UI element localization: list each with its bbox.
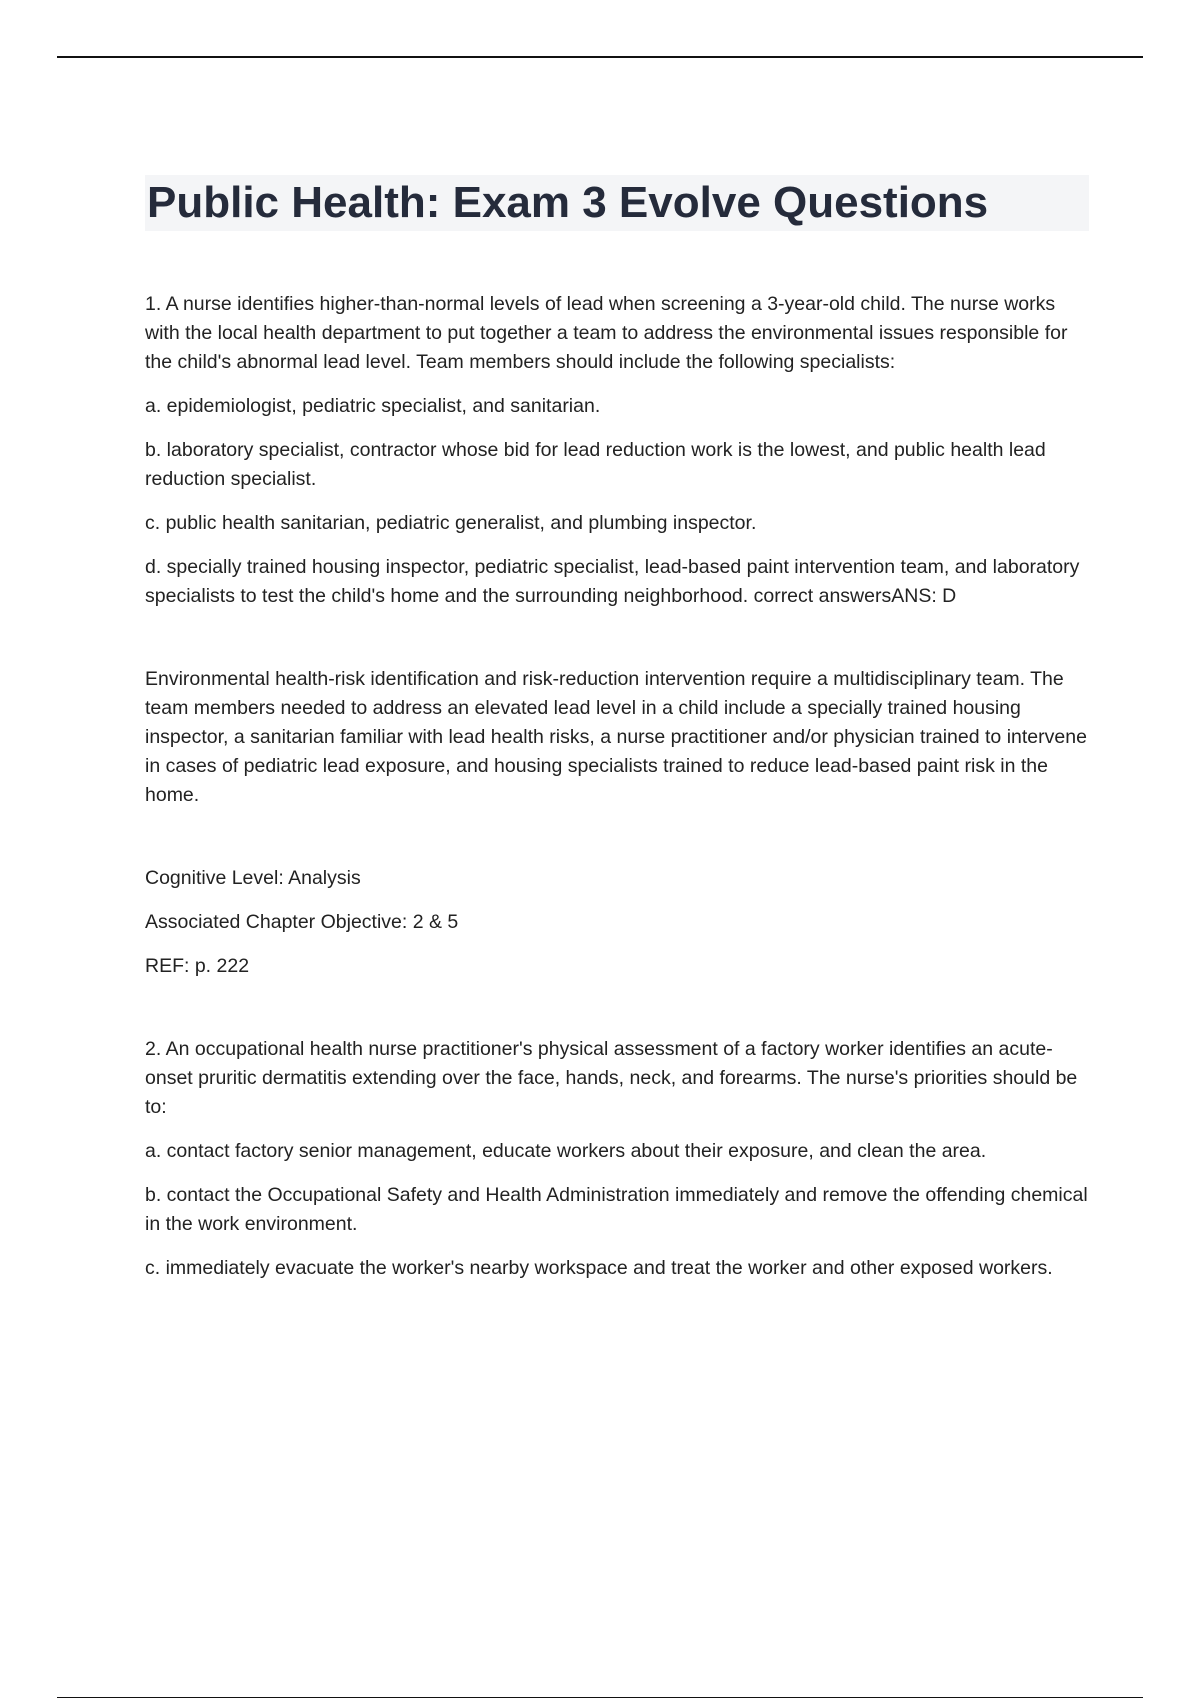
top-rule — [57, 56, 1143, 58]
question-2 — [145, 1035, 1095, 1283]
bottom-rule — [57, 1697, 1143, 1698]
question-1-option-c: c. public health sanitarian, pediatric generalist, and plumbing inspector. — [145, 512, 757, 534]
question-1 — [145, 290, 1095, 981]
question-1-ref: REF: p. 222 — [145, 955, 250, 977]
question-1-option-d: d. specially trained housing inspector, pediatric specialist, lead-based paint intervention team, and laboratory specialists to test the child's home and the surrounding neighborhood. correct answersANS: D — [145, 556, 1080, 607]
question-1-stem: 1. A nurse identifies higher-than-normal levels of lead when screening a 3-year-old child. The nurse works with the local health department to put together a team to address the environmental issues responsible for the child's abnormal lead level. Team members should include the following specialists: — [145, 293, 1068, 373]
document-body — [145, 290, 1095, 1283]
question-2-option-c: c. immediately evacuate the worker's nearby workspace and treat the worker and other exposed workers. — [145, 1257, 1053, 1279]
document-title: Public Health: Exam 3 Evolve Questions — [145, 175, 1089, 231]
question-1-option-b: b. laboratory specialist, contractor whose bid for lead reduction work is the lowest, and public health lead reduction specialist. — [145, 439, 1046, 490]
question-1-chapter-objective: Associated Chapter Objective: 2 & 5 — [145, 911, 459, 933]
question-2-stem: 2. An occupational health nurse practitioner's physical assessment of a factory worker identifies an acute-onset pruritic dermatitis extending over the face, hands, neck, and forearms. The nurse's priorities should be to: — [145, 1038, 1078, 1118]
question-1-option-a: a. epidemiologist, pediatric specialist, and sanitarian. — [145, 395, 601, 417]
question-1-cognitive-level: Cognitive Level: Analysis — [145, 867, 361, 889]
question-2-option-a: a. contact factory senior management, educate workers about their exposure, and clean the area. — [145, 1140, 987, 1162]
question-2-option-b: b. contact the Occupational Safety and Health Administration immediately and remove the offending chemical in the work environment. — [145, 1184, 1088, 1235]
question-1-rationale: Environmental health-risk identification and risk-reduction intervention require a multidisciplinary team. The team members needed to address an elevated lead level in a child include a specially trained housing inspector, a sanitarian familiar with lead health risks, a nurse practitioner and/or physician trained to intervene in cases of pediatric lead exposure, and housing specialists trained to reduce lead-based paint risk in the home. — [145, 668, 1087, 806]
